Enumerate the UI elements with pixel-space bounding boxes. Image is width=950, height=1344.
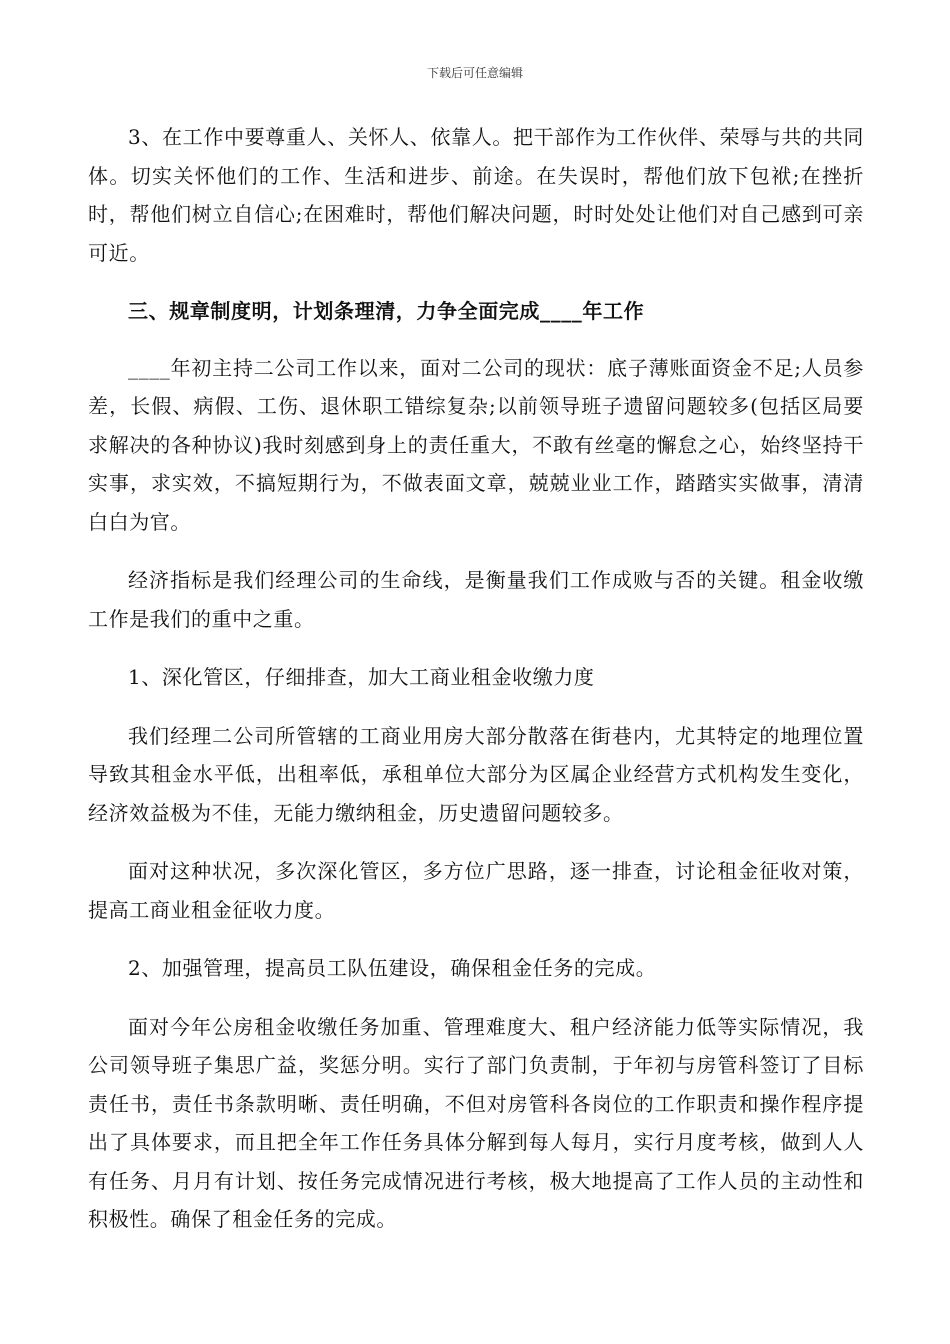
paragraph-respect-cadres: 3、在工作中要尊重人、关怀人、依靠人。把干部作为工作伙伴、荣辱与共的共同体。切实关怀他们的工作、生活和进步、前途。在失误时，帮他们放下包袱;在挫折时，帮他们树立自信心;在困难时，帮他们解决问题，时时处处让他们对自己感到可亲可近。 <box>88 125 864 265</box>
subheading-deepen-management: 1、深化管区，仔细排查，加大工商业租金收缴力度 <box>128 665 595 689</box>
paragraph-company-status: ____年初主持二公司工作以来，面对二公司的现状：底子薄账面资金不足;人员参差，长假、病假、工伤、退休职工错综复杂;以前领导班子遗留问题较多(包括区局要求解决的各种协议)我时刻感到身上的责任重大，不敢有丝毫的懈怠之心，始终坚持干实事，求实效，不搞短期行为，不做表面文章，兢兢业业工作，踏踏实实做事，清清白白为官。 <box>88 355 864 534</box>
paragraph-response-measures: 面对这种状况，多次深化管区，多方位广思路，逐一排查，讨论租金征收对策，提高工商业租金征收力度。 <box>88 859 864 922</box>
paragraph-responsibility-system: 面对今年公房租金收缴任务加重、管理难度大、租户经济能力低等实际情况，我公司领导班子集思广益，奖惩分明。实行了部门负责制，于年初与房管科签订了目标责任书，责任书条款明晰、责任明确，不但对房管科各岗位的工作职责和操作程序提出了具体要求，而且把全年工作任务具体分解到每人每月，实行月度考核，做到人人有任务、月月有计划、按任务完成情况进行考核，极大地提高了工作人员的主动性和积极性。确保了租金任务的完成。 <box>88 1014 864 1231</box>
subheading-strengthen-management: 2、加强管理，提高员工队伍建设，确保租金任务的完成。 <box>128 956 657 980</box>
page-header-note: 下载后可任意编辑 <box>426 66 523 80</box>
paragraph-commercial-housing: 我们经理二公司所管辖的工商业用房大部分散落在街巷内，尤其特定的地理位置导致其租金水平低，出租率低，承租单位大部分为区属企业经营方式机构发生变化，经济效益极为不佳，无能力缴纳租金，历史遗留问题较多。 <box>88 723 864 825</box>
document-body <box>88 118 864 1259</box>
paragraph-economic-indicators: 经济指标是我们经理公司的生命线，是衡量我们工作成败与否的关键。租金收缴工作是我们的重中之重。 <box>88 568 864 631</box>
section-heading-three: 三、规章制度明，计划条理清，力争全面完成____年工作 <box>128 299 645 323</box>
